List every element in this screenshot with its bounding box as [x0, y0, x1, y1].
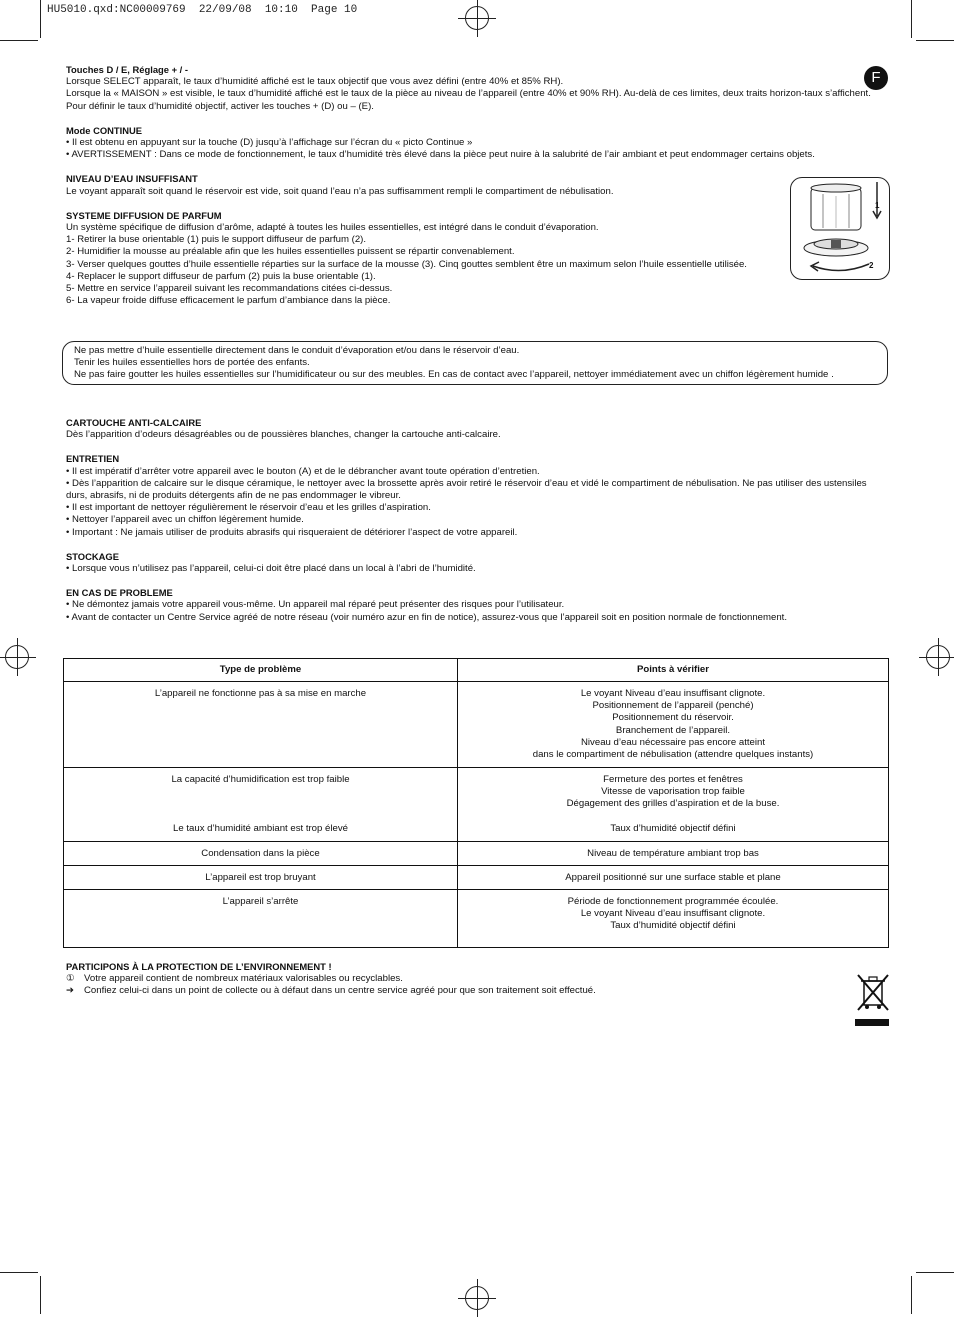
cell-line: Niveau de température ambiant trop bas — [587, 848, 759, 859]
environment-item — [66, 985, 826, 997]
text-line: Lorsque la « MAISON » est visible, le taux d’humidité affiché est le taux de la pièce au niveau de l’appareil (entre 40% et 90% RH). Au-delà de ces limites, deux traits horizon-taux s’affichent. — [66, 88, 871, 100]
cell-line: La capacité d’humidification est trop faible — [171, 774, 350, 785]
text-line: • Il est impératif d’arrêter votre appareil avec le bouton (A) et de le débrancher avant toute opération d’entretien. — [66, 465, 540, 477]
crop-mark — [0, 1272, 38, 1273]
problem-cell — [64, 768, 458, 842]
text-line: • Nettoyer l’appareil avec un chiffon légèrement humide. — [66, 514, 304, 526]
text-line: Un système spécifique de diffusion d’arôme, adapté à toutes les huiles essentielles, est intégré dans le conduit d’évaporation. — [66, 222, 599, 234]
environment-text: Votre appareil contient de nombreux matériaux valorisables ou recyclables. — [84, 973, 403, 985]
diffuser-drawing — [791, 178, 889, 279]
cell-line: Le voyant Niveau d’eau insuffisant clignote. — [580, 908, 766, 920]
warning-line: Ne pas faire goutter les huiles essentielles sur l’humidificateur ou sur des meubles. En cas de contact avec l’appareil, nettoyer immédiatement avec un chiffon légèrement humide . — [74, 369, 834, 381]
section-probleme — [66, 587, 886, 624]
section-title: PARTICIPONS À LA PROTECTION DE L’ENVIRONNEMENT ! — [66, 961, 332, 972]
section-title: ENTRETIEN — [66, 453, 120, 465]
text-line: • AVERTISSEMENT : Dans ce mode de fonctionnement, le taux d’humidité très élevé dans la pièce peut nuire à la salubrité de l’air ambiant et peut endommager certains objets. — [66, 149, 815, 161]
cell-line: Fermeture des portes et fenêtres — [603, 774, 743, 785]
text-line: • Avant de contacter un Centre Service agréé de notre réseau (voir numéro azur en fin de notice), assurez-vous que l’appareil soit en position normale de fonctionnement. — [66, 611, 787, 623]
section-title: EN CAS DE PROBLEME — [66, 587, 173, 599]
warning-line: Ne pas mettre d’huile essentielle directement dans le conduit d’évaporation et/ou dans le réservoir d’eau. — [74, 345, 520, 356]
table-row — [64, 866, 889, 890]
cell-line: Vitesse de vaporisation trop faible — [601, 786, 745, 798]
table-header-row — [64, 659, 889, 682]
language-badge: F — [864, 66, 888, 90]
arrow-icon: ➔ — [66, 985, 75, 997]
text-line: • Dès l’apparition de calcaire sur le disque céramique, le nettoyer avec la brossette après avoir retiré le réservoir d’eau et vidé le compartiment de nébulisation. Ne pas utiliser des ustensiles durs, abrasifs, ni de produits détergents afin de ne pas endommager le vibreur. — [66, 477, 867, 502]
problem-cell — [64, 842, 458, 866]
table-row — [64, 682, 889, 768]
text-line: 4- Replacer le support diffuseur de parfum (2) puis la buse orientable (1). — [66, 270, 376, 282]
problem-cell — [64, 890, 458, 948]
section-touches — [66, 64, 886, 113]
diffuser-illustration — [790, 177, 890, 280]
cell-line: dans le compartiment de nébulisation (attendre quelques instants) — [532, 749, 814, 761]
file-header: HU5010.qxd:NC00009769 22/09/08 10:10 Page 10 — [47, 4, 358, 16]
section-title: SYSTEME DIFFUSION DE PARFUM — [66, 209, 222, 221]
checks-cell — [458, 890, 889, 948]
cell-line: Condensation dans la pièce — [201, 848, 320, 859]
cell-line: Taux d’humidité objectif défini — [610, 920, 736, 932]
crossed-bin-icon — [855, 972, 891, 1028]
instructions-top — [66, 64, 886, 319]
instructions-bottom — [66, 417, 886, 636]
crop-mark — [911, 0, 912, 38]
registration-mark-left — [5, 645, 29, 669]
text-line: 6- La vapeur froide diffuse efficacement le parfum d’ambiance dans la pièce. — [66, 295, 391, 307]
cell-line: Le voyant Niveau d’eau insuffisant clignote. — [580, 688, 766, 699]
table-row — [64, 768, 889, 842]
illustration-label-1: 1 — [875, 201, 880, 210]
text-line: • Il est obtenu en appuyant sur la touche (D) jusqu’à l’affichage sur l’écran du « picto Continue » — [66, 137, 473, 149]
column-header-checks: Points à vérifier — [458, 659, 889, 682]
text-line: 5- Mettre en service l’appareil suivant les recommandations citées ci-dessus. — [66, 283, 393, 295]
cell-line: L’appareil est trop bruyant — [205, 872, 316, 883]
cell-line: L’appareil ne fonctionne pas à sa mise en marche — [154, 688, 367, 699]
section-title: STOCKAGE — [66, 550, 119, 562]
section-stockage — [66, 551, 886, 575]
cell-line: Positionnement du réservoir. — [612, 712, 734, 724]
environment-item — [66, 973, 826, 985]
text-line: Dès l’apparition d’odeurs désagréables ou de poussières blanches, changer la cartouche anti-calcaire. — [66, 429, 501, 441]
cell-line: Dégagement des grilles d’aspiration et de la buse. — [566, 798, 780, 810]
cell-line: Appareil positionné sur une surface stable et plane — [565, 872, 781, 883]
section-cartouche — [66, 417, 886, 441]
checks-cell — [458, 682, 889, 768]
cell-line: Le taux d’humidité ambiant est trop élevé — [173, 822, 348, 834]
cell-line: Niveau d’eau nécessaire pas encore atteint — [581, 736, 765, 748]
column-header-problem: Type de problème — [64, 659, 458, 682]
warning-box — [62, 341, 888, 385]
section-entretien — [66, 453, 886, 538]
registration-mark-bottom — [465, 1286, 489, 1310]
crop-mark — [40, 1276, 41, 1314]
crop-mark — [916, 1272, 954, 1273]
checks-cell — [458, 842, 889, 866]
cell-line: Taux d’humidité objectif défini — [610, 822, 736, 834]
text-line: Pour définir le taux d’humidité objectif, activer les touches + (D) ou – (E). — [66, 100, 374, 112]
text-line: • Lorsque vous n’utilisez pas l’appareil, celui-ci doit être placé dans un local à l’abri de l’humidité. — [66, 563, 476, 575]
text-line: • Il est important de nettoyer régulièrement le réservoir d’eau et les grilles d’aspiration. — [66, 502, 431, 514]
table-row — [64, 842, 889, 866]
crop-mark — [40, 0, 41, 38]
section-title: NIVEAU D’EAU INSUFFISANT — [66, 173, 198, 185]
checks-cell — [458, 866, 889, 890]
section-niveau-eau — [66, 173, 886, 197]
illustration-label-2: 2 — [869, 261, 874, 270]
problem-cell — [64, 682, 458, 768]
registration-mark-right — [926, 645, 950, 669]
table-row — [64, 890, 889, 948]
section-title: Mode CONTINUE — [66, 124, 143, 136]
cell-line: Période de fonctionnement programmée écoulée. — [567, 896, 779, 907]
checks-cell — [458, 768, 889, 842]
warning-line: Tenir les huiles essentielles hors de portée des enfants. — [74, 357, 310, 369]
section-mode-continue — [66, 125, 886, 162]
text-line: 1- Retirer la buse orientable (1) puis le support diffuseur de parfum (2). — [66, 234, 367, 246]
text-line: • Important : Ne jamais utiliser de produits abrasifs qui risqueraient de détériorer l’aspect de votre appareil. — [66, 526, 518, 538]
text-line: Le voyant apparaît soit quand le réservoir est vide, soit quand l’eau n’a pas suffisamment rempli le compartiment de nébulisation. — [66, 185, 614, 197]
cell-line: L’appareil s’arrête — [222, 896, 299, 907]
section-diffusion-parfum — [66, 210, 886, 308]
environment-section — [66, 961, 826, 998]
recycle-icon: ① — [66, 973, 75, 985]
text-line: Lorsque SELECT apparaît, le taux d’humidité affiché est le taux objectif que vous avez défini (entre 40% et 85% RH). — [66, 76, 564, 88]
environment-text: Confiez celui-ci dans un point de collecte ou à défaut dans un centre service agréé pour que son traitement soit effectué. — [84, 985, 596, 997]
cell-line: Branchement de l’appareil. — [615, 724, 731, 736]
problem-cell — [64, 866, 458, 890]
text-line: • Ne démontez jamais votre appareil vous-même. Un appareil mal réparé peut présenter des risques pour l’utilisateur. — [66, 599, 565, 611]
cell-line: Positionnement de l’appareil (penché) — [592, 700, 754, 712]
crop-mark — [0, 40, 38, 41]
section-title: CARTOUCHE ANTI-CALCAIRE — [66, 417, 202, 428]
troubleshooting-table — [63, 658, 889, 948]
crop-mark — [916, 40, 954, 41]
section-title: Touches D / E, Réglage + / - — [66, 64, 188, 75]
text-line: 3- Verser quelques gouttes d’huile essentielle réparties sur la surface de la mousse (3). Cinq gouttes semblent être un maximum selon l’huile essentielle utilisée. — [66, 258, 747, 270]
text-line: 2- Humidifier la mousse au préalable afin que les huiles essentielles puissent se répartir convenablement. — [66, 246, 515, 258]
registration-mark-top — [465, 6, 489, 30]
crop-mark — [911, 1276, 912, 1314]
